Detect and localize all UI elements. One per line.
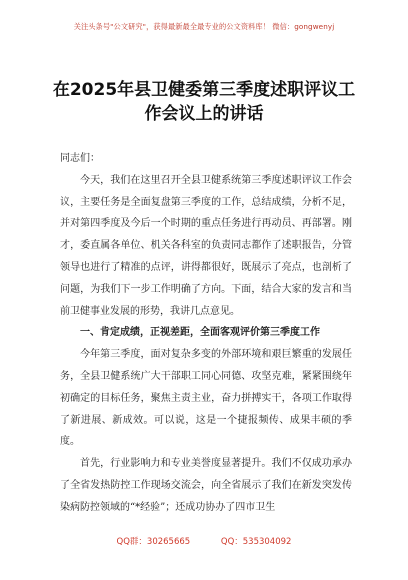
paragraph-section1-2: 首先，行业影响力和专业美誉度显著提升。我们不仅成功承办了全省发热防控工作现场交流会，向全省展示了我们在新发突发传染病防控领域的“*经验”；还成功协办了四市卫生 <box>60 458 352 513</box>
footer <box>0 535 408 547</box>
title-line-2: 作会议上的讲话 <box>144 104 264 124</box>
title-line-1: 在2025年县卫健委第三季度述职评议工 <box>52 80 356 100</box>
section-heading-1: 一、肯定成绩，正视差距，全面客观评价第三季度工作 <box>80 327 320 339</box>
document-title <box>40 78 368 126</box>
header-banner: 关注头条号"公文研究"，获得最新最全最专业的公文资料库！ 微信：gongwenyj <box>73 22 335 31</box>
paragraph-intro: 今天，我们在这里召开全县卫健系统第三季度述职评议工作会议，主要任务是全面复盘第三季度的工作，总结成绩，分析不足，并对第四季度及今后一个时期的重点任务进行再动员、再部署。刚才，委直属各单位、机关各科室的负责同志都作了述职报告，分管领导也进行了精准的点评，讲得都很好，既展示了亮点，也剖析了问题，为我们下一步工作明确了方向。下面，结合大家的发言和当前卫健事业发展的形势，我讲几点意见。 <box>60 174 352 317</box>
paragraph-section1-1: 今年第三季度，面对复杂多变的外部环境和艰巨繁重的发展任务，全县卫健系统广大干部职工同心同德、攻坚克难，紧紧围绕年初确定的目标任务，聚焦主责主业，奋力拼搏实干，各项工作取得了新进展、新成效。可以说，这是一个捷报频传、成果丰硕的季度。 <box>60 349 352 448</box>
document-body <box>60 148 352 519</box>
footer-qq-group: QQ群：30265665 <box>116 537 191 547</box>
greeting: 同志们： <box>60 153 100 164</box>
footer-qq: QQ：535304092 <box>220 537 292 547</box>
